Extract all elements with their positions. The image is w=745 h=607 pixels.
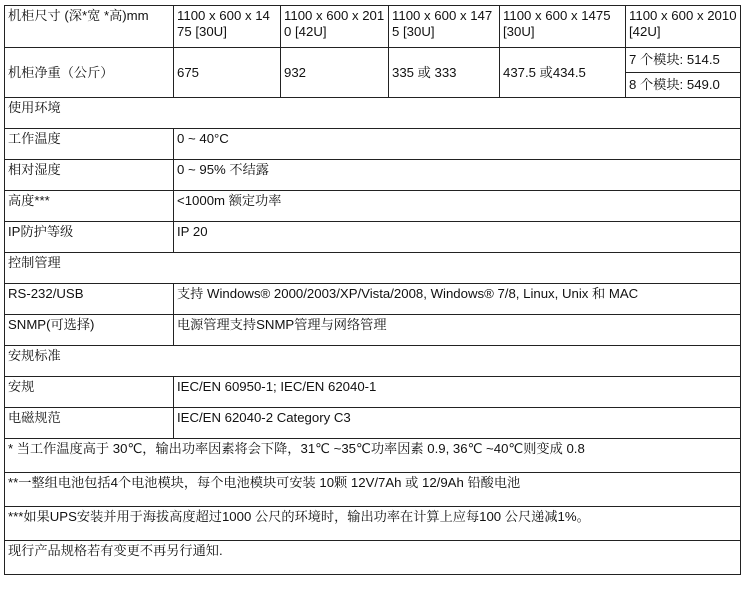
section-title: 控制管理 <box>5 253 741 284</box>
spec-row <box>5 315 741 346</box>
spec-row <box>5 160 741 191</box>
weight-module-8: 8 个模块: 549.0 <box>626 73 741 98</box>
cabinet-size-value: 1100 x 600 x 1475 [30U] <box>500 6 626 48</box>
spec-label: 电磁规范 <box>5 408 174 439</box>
footnote: 现行产品规格若有变更不再另行通知. <box>5 541 741 575</box>
footnote: **一整组电池包括4个电池模块，每个电池模块可安装 10颗 12V/7Ah 或 12/9Ah 铅酸电池 <box>5 473 741 507</box>
spec-label: 安规 <box>5 377 174 408</box>
spec-value: 电源管理支持SNMP管理与网络管理 <box>174 315 741 346</box>
spec-label: IP防护等级 <box>5 222 174 253</box>
spec-row <box>5 408 741 439</box>
spec-label: 相对湿度 <box>5 160 174 191</box>
weight-value: 932 <box>281 48 389 98</box>
weight-value: 437.5 或434.5 <box>500 48 626 98</box>
spec-value: IEC/EN 60950-1; IEC/EN 62040-1 <box>174 377 741 408</box>
section-title: 安规标准 <box>5 346 741 377</box>
spec-value: 支持 Windows® 2000/2003/XP/Vista/2008, Windows® 7/8, Linux, Unix 和 MAC <box>174 284 741 315</box>
spec-row <box>5 377 741 408</box>
weight-module-7: 7 个模块: 514.5 <box>626 48 741 73</box>
spec-value: 0 ~ 40°C <box>174 129 741 160</box>
spec-row <box>5 129 741 160</box>
cabinet-size-value: 1100 x 600 x 2010 [42U] <box>626 6 741 48</box>
footnote: * 当工作温度高于 30℃，输出功率因素将会下降，31℃ ~35℃功率因素 0.9, 36℃ ~40℃则变成 0.8 <box>5 439 741 473</box>
spec-value: <1000m 额定功率 <box>174 191 741 222</box>
spec-label: 高度*** <box>5 191 174 222</box>
cabinet-size-row <box>5 6 741 48</box>
footnote-row <box>5 473 741 507</box>
spec-value: 0 ~ 95% 不结露 <box>174 160 741 191</box>
spec-value: IEC/EN 62040-2 Category C3 <box>174 408 741 439</box>
footnote-row <box>5 507 741 541</box>
cabinet-size-label: 机柜尺寸 (深*宽 *高)mm <box>5 6 174 48</box>
section-control <box>5 253 741 284</box>
spec-table <box>4 5 741 575</box>
cabinet-size-value: 1100 x 600 x 1475 [30U] <box>389 6 500 48</box>
footnote-row <box>5 439 741 473</box>
weight-label: 机柜净重（公斤） <box>5 48 174 98</box>
spec-label: 工作温度 <box>5 129 174 160</box>
weight-value: 335 或 333 <box>389 48 500 98</box>
cabinet-size-value: 1100 x 600 x 2010 [42U] <box>281 6 389 48</box>
spec-label: SNMP(可选择) <box>5 315 174 346</box>
weight-value: 675 <box>174 48 281 98</box>
spec-row <box>5 284 741 315</box>
spec-sheet <box>4 5 740 575</box>
weight-row <box>5 48 741 73</box>
spec-label: RS-232/USB <box>5 284 174 315</box>
section-environment <box>5 98 741 129</box>
spec-row <box>5 191 741 222</box>
footnote-row <box>5 541 741 575</box>
cabinet-size-value: 1100 x 600 x 1475 [30U] <box>174 6 281 48</box>
section-safety <box>5 346 741 377</box>
spec-value: IP 20 <box>174 222 741 253</box>
spec-row <box>5 222 741 253</box>
footnote: ***如果UPS安装并用于海拔高度超过1000 公尺的环境时，输出功率在计算上应每100 公尺递减1%。 <box>5 507 741 541</box>
section-title: 使用环境 <box>5 98 741 129</box>
